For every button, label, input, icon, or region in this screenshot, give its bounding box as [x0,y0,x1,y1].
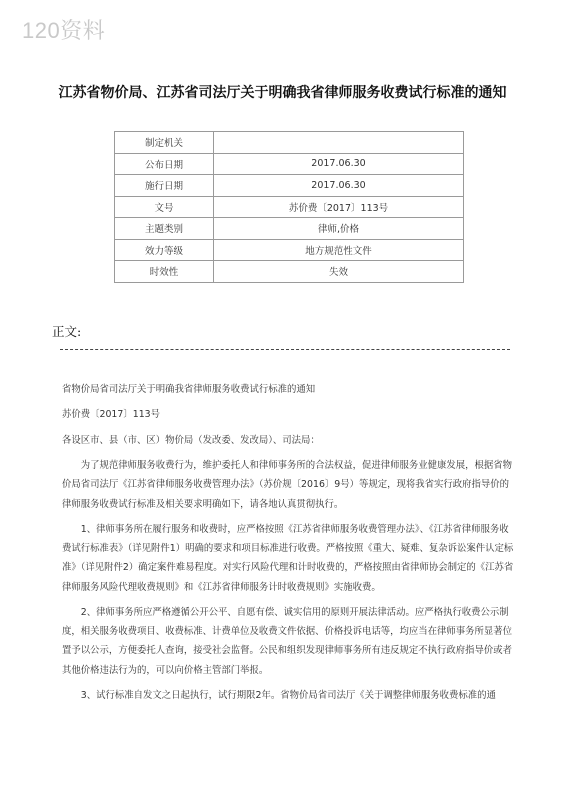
page-title: 江苏省物价局、江苏省司法厅关于明确我省律师服务收费试行标准的通知 [58,85,507,101]
row-value: 2017.06.30 [214,175,464,197]
dashed-divider [60,349,510,350]
table-row [115,218,464,240]
row-key: 效力等级 [115,239,214,261]
row-key: 主题类别 [115,218,214,240]
row-key: 制定机关 [115,132,214,154]
doc-number: 苏价费〔2017〕113号 [62,409,161,421]
row-value [214,132,464,154]
row-key: 文号 [115,196,214,218]
table-row [115,175,464,197]
document-body [62,380,514,711]
paragraph: 3、试行标准自发文之日起执行，试行期限2年。省物价局省司法厅《关于调整律师服务收费标准的通 [80,689,496,701]
row-key: 时效性 [115,261,214,283]
row-value: 失效 [214,261,464,283]
paragraph: 2、律师事务所应严格遵循公开公平、自愿有偿、诚实信用的原则开展法律活动。应严格执行收费公示制度，相关服务收费项目、收费标准、计费单位及收费文件依据、价格投诉电话等，均应当在律师事务所显著位置予以公示，方便委托人查询，接受社会监督。公民和组织发现律师事务所有违反规定不执行政府指导价或者其他价格违法行为的，可以向价格主管部门举报。 [62,606,513,676]
section-label-body: 正文: [52,324,82,339]
row-key: 公布日期 [115,153,214,175]
row-value: 地方规范性文件 [214,239,464,261]
row-value: 律师,价格 [214,218,464,240]
paragraph: 为了规范律师服务收费行为，维护委托人和律师事务所的合法权益，促进律师服务业健康发展，根据省物价局省司法厅《江苏省律师服务收费管理办法》（苏价规〔2016〕9号）等规定，现将我省实行政府指导价的律师服务收费试行标准及相关要求明确如下，请各地认真贯彻执行。 [62,460,513,510]
row-value: 2017.06.30 [214,153,464,175]
table-row [115,153,464,175]
table-row [115,261,464,283]
doc-subtitle: 省物价局省司法厅关于明确我省律师服务收费试行标准的通知 [62,384,316,395]
table-row [115,239,464,261]
table-row [115,196,464,218]
addressee: 各设区市、县（市、区）物价局（发改委、发改局）、司法局： [62,434,320,446]
table-row [115,132,464,154]
watermark-logo: 120资料 [22,18,106,43]
row-value: 苏价费〔2017〕113号 [214,196,464,218]
paragraph: 1、律师事务所在履行服务和收费时，应严格按照《江苏省律师服务收费管理办法》、《江苏省律师服务收费试行标准表》（详见附件1）明确的要求和项目标准进行收费。严格按照《重大、疑难、复杂诉讼案件认定标准》（详见附件2）确定案件难易程度。对实行风险代理和计时收费的，严格按照由省律师协会制定的《江苏省律师服务风险代理收费规则》和《江苏省律师服务计时收费规则》实施收费。 [62,523,514,593]
metadata-table [114,131,464,283]
row-key: 施行日期 [115,175,214,197]
